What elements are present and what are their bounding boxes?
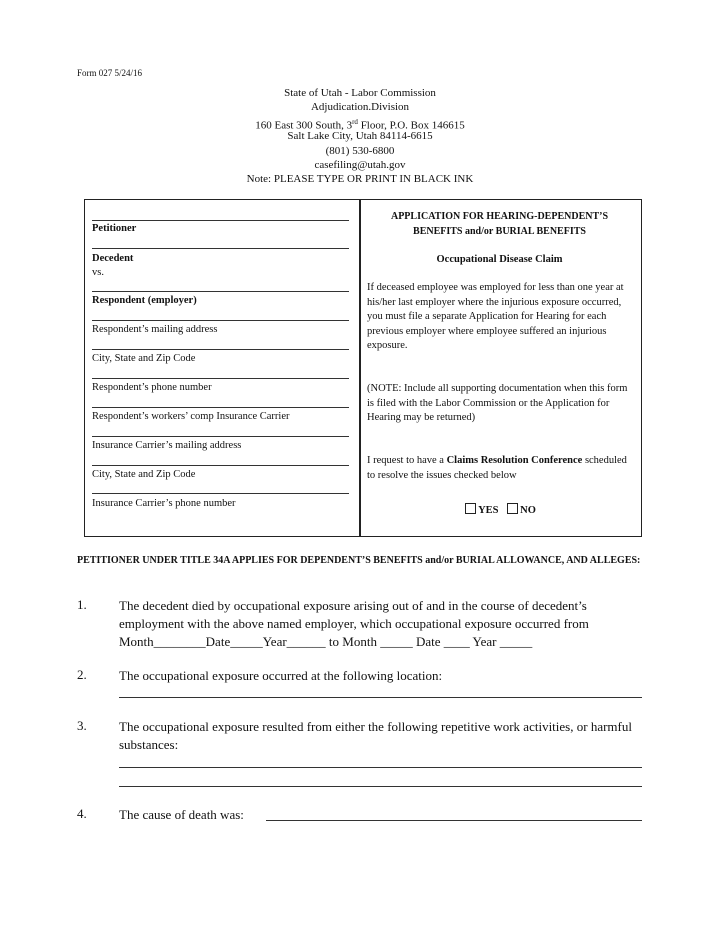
no-label: NO — [520, 505, 536, 516]
respondent-label: Respondent (employer) — [92, 295, 197, 306]
city-address: Salt Lake City, Utah 84114-6615 — [287, 130, 433, 142]
carrier-mailing-field[interactable] — [92, 436, 349, 437]
resp-mailing-field[interactable] — [92, 320, 349, 321]
resp-city-label: City, State and Zip Code — [92, 353, 196, 364]
carrier-phone-label: Insurance Carrier’s phone number — [92, 498, 236, 509]
petitioner-field[interactable] — [92, 220, 349, 221]
division-name: Adjudication.Division — [310, 101, 410, 113]
resp-city-field[interactable] — [92, 349, 349, 350]
claim-type: Occupational Disease Claim — [436, 254, 563, 265]
resp-phone-label: Respondent’s phone number — [92, 382, 212, 393]
yes-label: YES — [478, 505, 499, 516]
form-number: Form 027 5/24/16 — [77, 68, 143, 78]
ink-note: Note: PLEASE TYPE OR PRINT IN BLACK INK — [246, 173, 474, 185]
activities-field-2[interactable] — [119, 786, 642, 787]
respondent-field[interactable] — [92, 291, 349, 292]
conference-request: I request to have a Claims Resolution Conference scheduled to resolve the issues checked below — [367, 455, 627, 481]
no-checkbox[interactable] — [507, 503, 518, 514]
decedent-label: Decedent — [92, 253, 134, 264]
cause-of-death-field[interactable] — [266, 820, 642, 821]
item-3-text: The occupational exposure resulted from either the following repetitive work activities, or harmful substances: — [119, 719, 632, 752]
application-title: APPLICATION FOR HEARING-DEPENDENT’S BENEFITS and/or BURIAL BENEFITS — [390, 211, 609, 237]
item-3-number: 3. — [77, 718, 87, 733]
item-1-text: The decedent died by occupational exposure arising out of and in the course of decedent’s employment with the above named employer, which occupational exposure occurred from Month________Date_____Year______ to Month _____ Date ____ Year _____ — [119, 598, 589, 649]
location-field[interactable] — [119, 697, 642, 698]
carrier-city-field[interactable] — [92, 465, 349, 466]
item-2-text: The occupational exposure occurred at the following location: — [119, 668, 443, 683]
item-4-text: The cause of death was: — [119, 807, 244, 822]
phone-number: (801) 530-6800 — [325, 145, 395, 157]
yes-no-options — [367, 503, 632, 519]
petitioner-label: Petitioner — [92, 223, 137, 234]
yes-checkbox[interactable] — [465, 503, 476, 514]
agency-name: State of Utah - Labor Commission — [284, 87, 436, 99]
item-2-number: 2. — [77, 667, 87, 682]
resp-carrier-field[interactable] — [92, 407, 349, 408]
box-divider — [359, 199, 361, 537]
item-4-number: 4. — [77, 806, 87, 821]
email-address: casefiling@utah.gov — [314, 159, 406, 171]
decedent-field[interactable] — [92, 248, 349, 249]
resp-mailing-label: Respondent’s mailing address — [92, 324, 218, 335]
resp-phone-field[interactable] — [92, 378, 349, 379]
allegation-heading: PETITIONER UNDER TITLE 34A APPLIES FOR DEPENDENT’S BENEFITS and/or BURIAL ALLOWANCE, AND ALLEGES: — [77, 555, 641, 566]
resp-carrier-label: Respondent’s workers’ comp Insurance Carrier — [92, 411, 290, 422]
carrier-mailing-label: Insurance Carrier’s mailing address — [92, 440, 242, 451]
carrier-phone-field[interactable] — [92, 493, 349, 494]
street-address: 160 East 300 South, 3rd Floor, P.O. Box 146615 — [255, 118, 465, 132]
form-box — [84, 199, 642, 537]
vs-label: vs. — [92, 267, 104, 278]
documentation-note: (NOTE: Include all supporting documentation when this form is filed with the Labor Commission or the Application for Hearing may be returned) — [367, 383, 628, 423]
activities-field-1[interactable] — [119, 767, 642, 768]
carrier-city-label: City, State and Zip Code — [92, 469, 196, 480]
item-1-number: 1. — [77, 597, 87, 612]
instructions-text: If deceased employee was employed for less than one year at his/her last employer where the injurious exposure occurred, you must file a separate Application for Hearing for each previous employer where employee suffered an injurious exposure. — [367, 282, 624, 351]
